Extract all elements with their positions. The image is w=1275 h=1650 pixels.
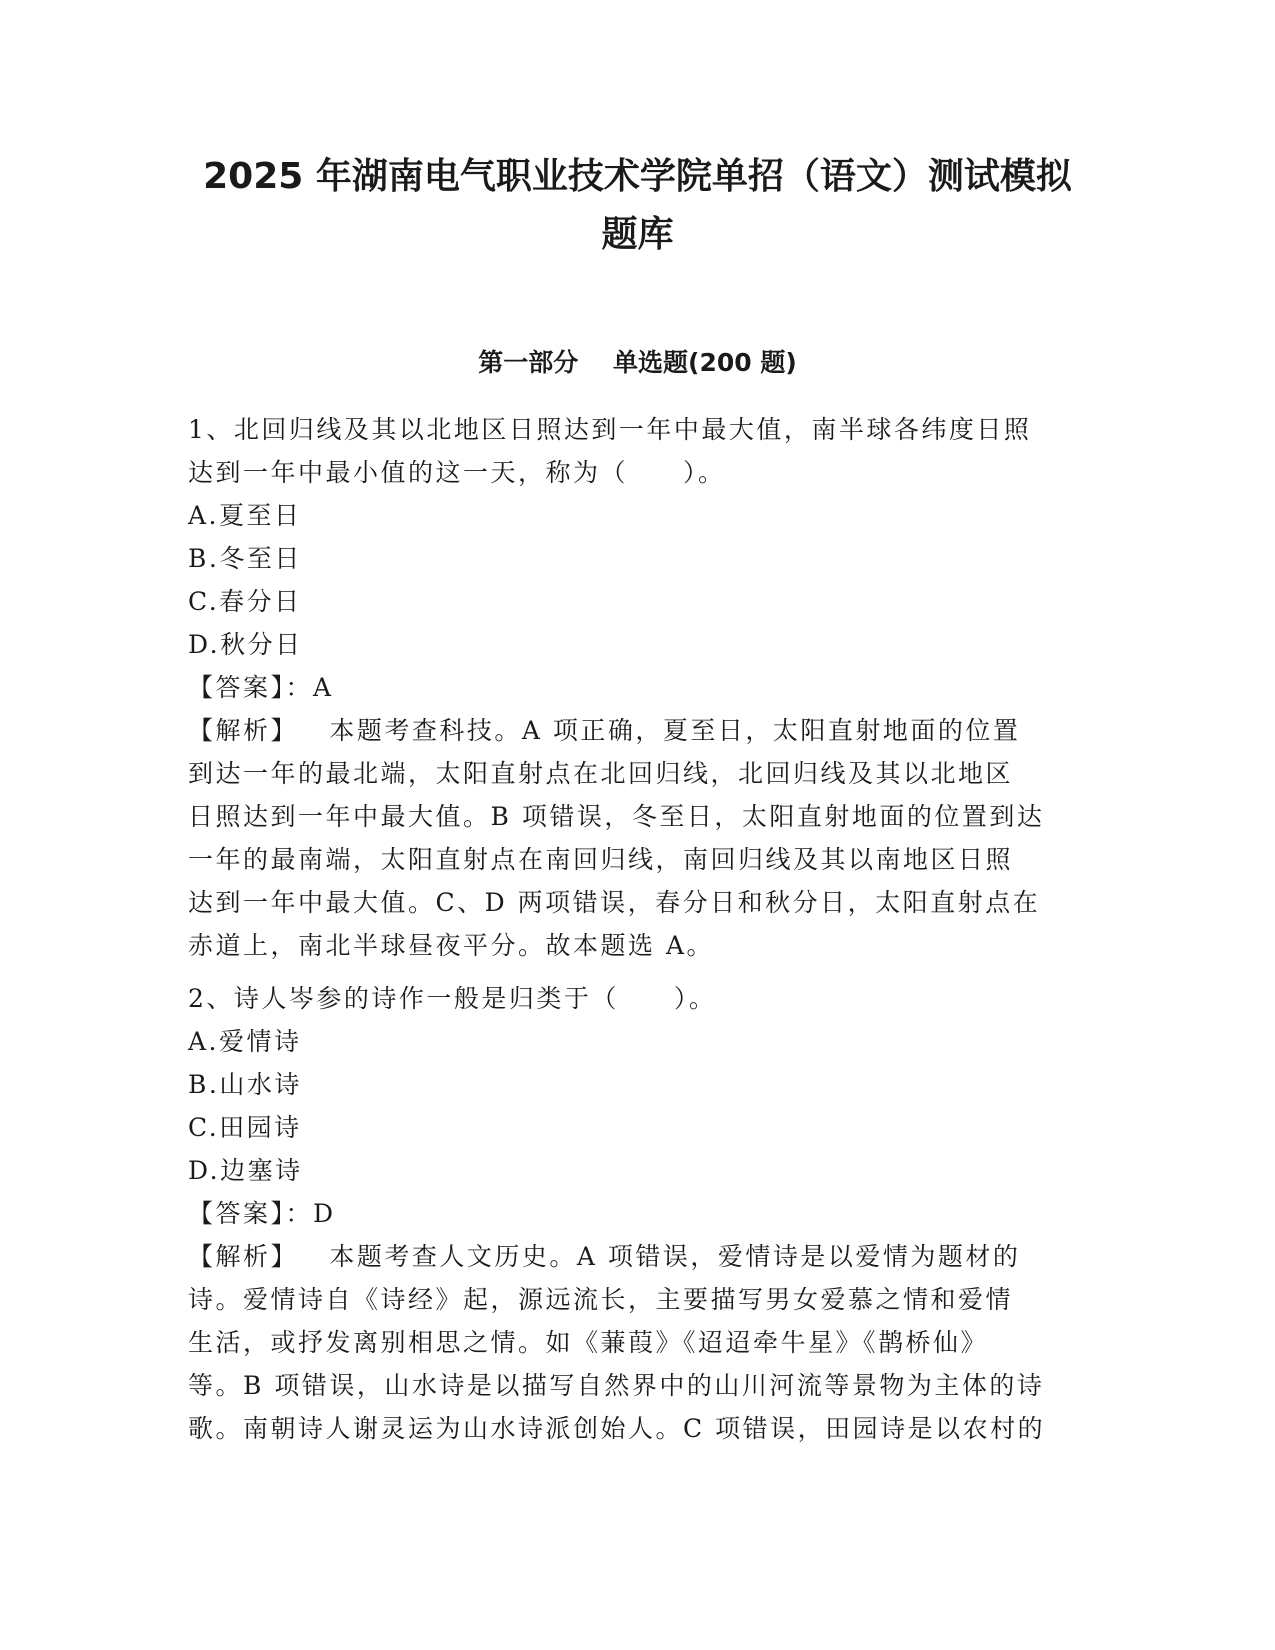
question-stem-line: 2、诗人岑参的诗作一般是归类于（ ）。 — [188, 984, 717, 1013]
analysis-line: 达到一年中最大值。C、D 两项错误，春分日和秋分日，太阳直射点在 — [188, 888, 1041, 917]
option-b: B.冬至日 — [188, 544, 302, 573]
analysis-line: 诗。爱情诗自《诗经》起，源远流长，主要描写男女爱慕之情和爱情 — [188, 1285, 1014, 1314]
document-title-line-1: 2025 年湖南电气职业技术学院单招（语文）测试模拟 — [203, 156, 1072, 197]
analysis-line: 歌。南朝诗人谢灵运为山水诗派创始人。C 项错误，田园诗是以农村的 — [188, 1414, 1046, 1443]
document-title-line-2: 题库 — [601, 214, 674, 255]
section-heading: 第一部分 单选题(200 题) — [478, 348, 797, 377]
question-1 — [188, 408, 1088, 967]
option-d: D.边塞诗 — [188, 1156, 303, 1185]
document-title — [150, 148, 1125, 264]
answer-line: 【答案】：D — [188, 1199, 336, 1228]
question-list — [188, 408, 1088, 1450]
question-2 — [188, 977, 1088, 1450]
analysis-line: 等。B 项错误，山水诗是以描写自然界中的山川河流等景物为主体的诗 — [188, 1371, 1045, 1400]
analysis-line: 生活，或抒发离别相思之情。如《蒹葭》《迢迢牵牛星》《鹊桥仙》 — [188, 1328, 989, 1357]
question-stem-line: 达到一年中最小值的这一天，称为（ ）。 — [188, 458, 726, 487]
option-b: B.山水诗 — [188, 1070, 302, 1099]
analysis-line: 到达一年的最北端，太阳直射点在北回归线，北回归线及其以北地区 — [188, 759, 1014, 788]
question-stem-line: 1、北回归线及其以北地区日照达到一年中最大值，南半球各纬度日照 — [188, 415, 1032, 444]
option-c: C.田园诗 — [188, 1113, 302, 1142]
analysis-line: 日照达到一年中最大值。B 项错误，冬至日，太阳直射地面的位置到达 — [188, 802, 1045, 831]
option-a: A.爱情诗 — [188, 1027, 302, 1056]
option-d: D.秋分日 — [188, 630, 303, 659]
analysis-line: 【解析】 本题考查科技。A 项正确，夏至日，太阳直射地面的位置 — [188, 716, 1021, 745]
answer-line: 【答案】：A — [188, 673, 334, 702]
option-a: A.夏至日 — [188, 501, 302, 530]
analysis-line: 赤道上，南北半球昼夜平分。故本题选 A。 — [188, 931, 715, 960]
analysis-line: 一年的最南端，太阳直射点在南回归线，南回归线及其以南地区日照 — [188, 845, 1014, 874]
option-c: C.春分日 — [188, 587, 302, 616]
analysis-line: 【解析】 本题考查人文历史。A 项错误，爱情诗是以爱情为题材的 — [188, 1242, 1021, 1271]
